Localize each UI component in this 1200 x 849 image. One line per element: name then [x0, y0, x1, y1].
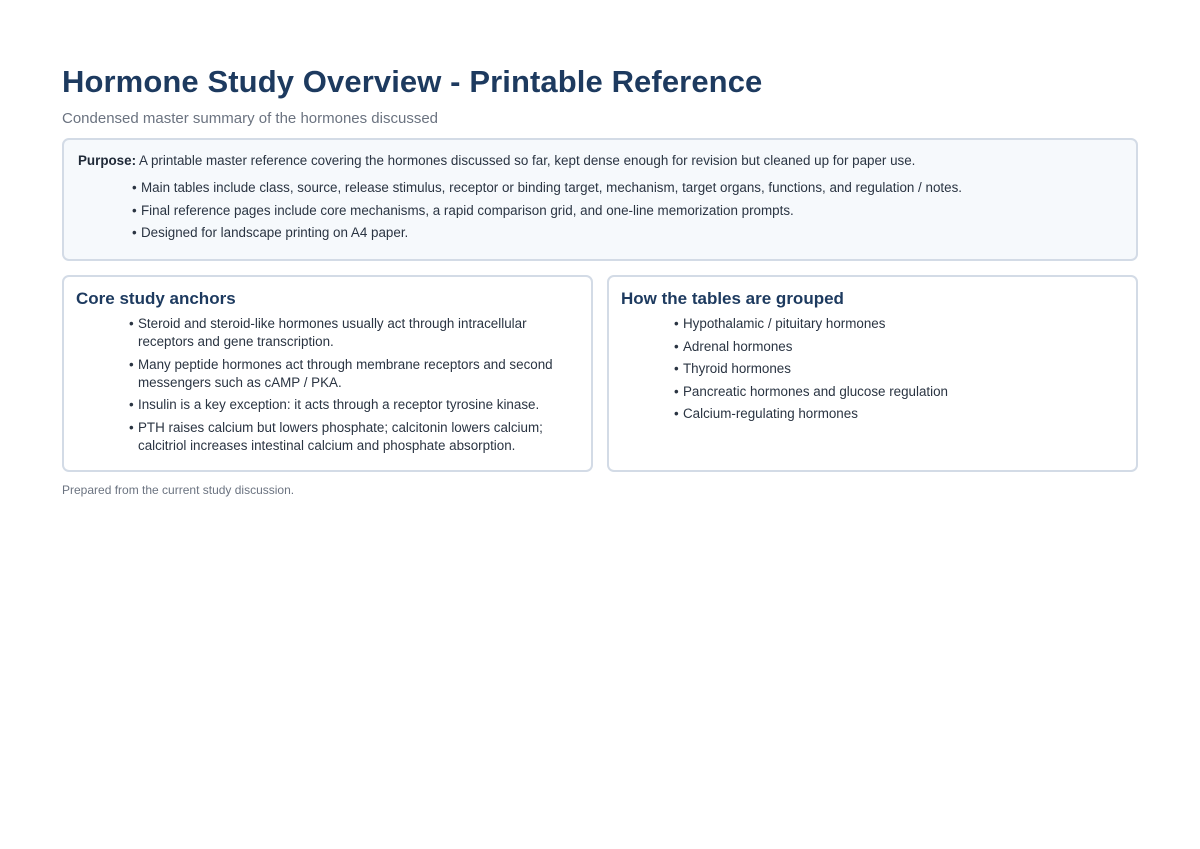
grouping-list	[621, 315, 1124, 423]
list-item-text: Adrenal hormones	[683, 338, 793, 354]
list-item-text: Many peptide hormones act through membrane receptors and second messengers such as cAMP / PKA.	[138, 356, 553, 390]
list-item	[132, 179, 1122, 197]
bullet-glyph: •	[129, 356, 134, 372]
purpose-label: Purpose:	[78, 153, 137, 168]
bullet-glyph: •	[132, 202, 137, 218]
list-item	[129, 356, 579, 392]
list-item	[129, 419, 579, 455]
list-item-text: Designed for landscape printing on A4 paper.	[141, 225, 409, 240]
bullet-glyph: •	[674, 316, 679, 331]
cards-row	[62, 275, 1138, 472]
document-page	[62, 62, 1138, 497]
bullet-glyph: •	[129, 397, 134, 412]
page-subtitle: Condensed master summary of the hormones discussed	[62, 110, 439, 127]
bullet-glyph: •	[129, 419, 134, 435]
bullet-glyph: •	[674, 338, 679, 354]
list-item-text: Main tables include class, source, release stimulus, receptor or binding target, mechanism, target organs, functions, and regulation / notes.	[141, 180, 962, 195]
list-item	[132, 224, 1122, 242]
list-item-text: Thyroid hormones	[683, 361, 791, 376]
bullet-glyph: •	[674, 383, 679, 399]
bullet-glyph: •	[132, 180, 137, 195]
bullet-glyph: •	[674, 406, 679, 421]
core-anchors-title: Core study anchors	[76, 289, 236, 308]
list-item-text: Steroid and steroid-like hormones usually act through intracellular receptors and gene transcription.	[138, 316, 527, 349]
purpose-statement	[78, 152, 1122, 170]
bullet-glyph: •	[674, 361, 679, 376]
purpose-text: A printable master reference covering the hormones discussed so far, kept dense enough for revision but cleaned up for paper use.	[136, 153, 916, 168]
list-item-text: PTH raises calcium but lowers phosphate; calcitonin lowers calcium; calcitriol increases intestinal calcium and phosphate absorption.	[138, 419, 543, 453]
grouping-title: How the tables are grouped	[621, 289, 844, 308]
list-item	[129, 315, 579, 351]
list-item-text: Hypothalamic / pituitary hormones	[683, 316, 886, 331]
list-item	[674, 338, 1124, 356]
bullet-glyph: •	[129, 316, 134, 331]
list-item-text: Insulin is a key exception: it acts through a receptor tyrosine kinase.	[138, 397, 540, 412]
list-item	[674, 315, 1124, 333]
list-item	[132, 202, 1122, 220]
list-item-text: Pancreatic hormones and glucose regulation	[683, 383, 949, 399]
list-item	[674, 405, 1124, 423]
list-item	[674, 383, 1124, 401]
footer-note: Prepared from the current study discussion.	[62, 483, 295, 497]
list-item-text: Calcium-regulating hormones	[683, 406, 858, 421]
core-anchors-list	[76, 315, 579, 455]
list-item-text: Final reference pages include core mechanisms, a rapid comparison grid, and one-line memorization prompts.	[141, 202, 794, 218]
bullet-glyph: •	[132, 225, 137, 240]
purpose-list	[78, 179, 1122, 242]
purpose-box	[62, 138, 1138, 261]
grouping-card	[607, 275, 1138, 472]
list-item	[674, 360, 1124, 378]
core-anchors-card	[62, 275, 593, 472]
page-title: Hormone Study Overview - Printable Reference	[62, 64, 763, 99]
list-item	[129, 396, 579, 414]
